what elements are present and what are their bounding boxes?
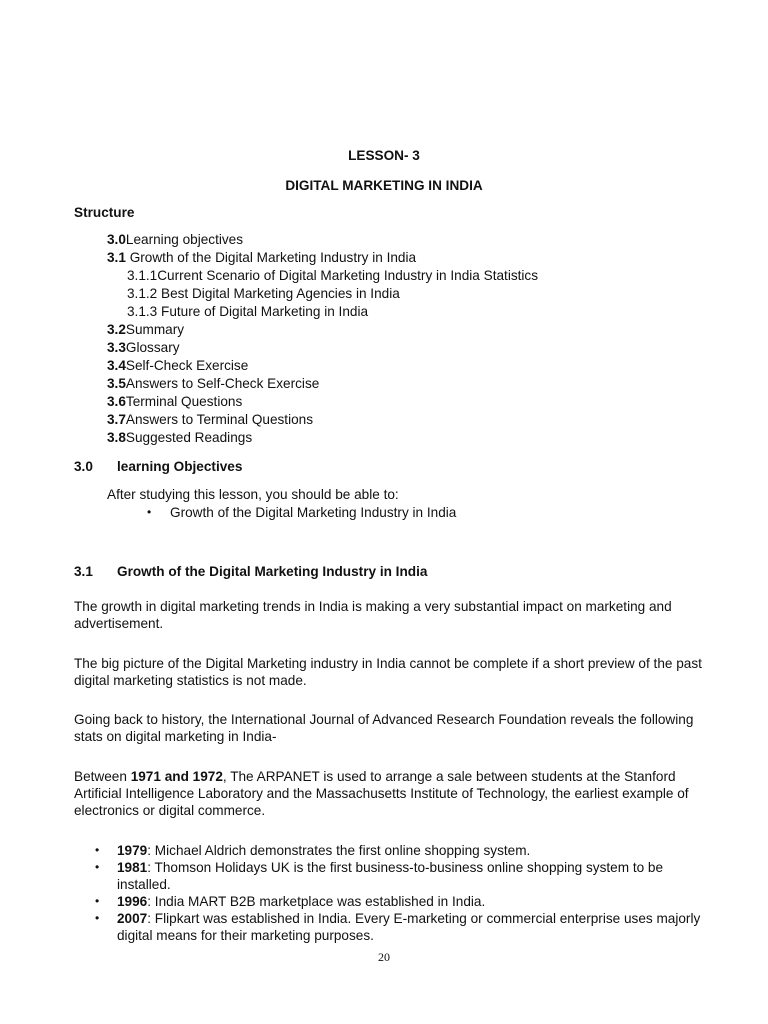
section-number: 3.0: [74, 459, 93, 474]
bullet-icon: •: [95, 911, 100, 925]
section-heading: learning Objectives: [117, 459, 243, 474]
structure-subitem: 3.1.3 Future of Digital Marketing in India: [127, 304, 369, 319]
objective-item: Growth of the Digital Marketing Industry in India: [170, 505, 457, 520]
structure-subitem: 3.1.1Current Scenario of Digital Marketing Industry in India Statistics: [127, 268, 539, 283]
paragraph: Going back to history, the International Journal of Advanced Research Foundation reveals the following stats on digital marketing in India-: [74, 712, 694, 744]
bullet-icon: •: [95, 894, 100, 908]
paragraph: The growth in digital marketing trends in India is making a very substantial impact on marketing and advertisement.: [74, 599, 672, 631]
timeline-item: 1979: Michael Aldrich demonstrates the first online shopping system.: [117, 843, 531, 858]
structure-item: 3.7Answers to Terminal Questions: [107, 412, 314, 427]
structure-item: 3.0Learning objectives: [107, 232, 244, 247]
structure-item: 3.8Suggested Readings: [107, 430, 253, 445]
timeline-item: 1981: Thomson Holidays UK is the first business-to-business online shopping system to be installed.: [117, 860, 664, 892]
objectives-intro: After studying this lesson, you should be able to:: [107, 487, 399, 502]
timeline-item: 2007: Flipkart was established in India. Every E-marketing or commercial enterprise uses majorly digital means for their marketing purposes.: [117, 911, 701, 943]
paragraph: The big picture of the Digital Marketing industry in India cannot be complete if a short preview of the past digital marketing statistics is not made.: [74, 656, 702, 688]
timeline-item: 1996: India MART B2B marketplace was established in India.: [117, 894, 486, 909]
structure-item: 3.3Glossary: [107, 340, 180, 355]
structure-item: 3.1 Growth of the Digital Marketing Industry in India: [107, 250, 417, 265]
section-heading: Growth of the Digital Marketing Industry in India: [117, 564, 428, 579]
paragraph: Between 1971 and 1972, The ARPANET is used to arrange a sale between students at the Stanford Artificial Intelligence Laboratory and the Massachusetts Institute of Technology, the earliest example of electronics or digital commerce.: [74, 769, 689, 818]
structure-item: 3.6Terminal Questions: [107, 394, 243, 409]
lesson-title: DIGITAL MARKETING IN INDIA: [285, 178, 483, 193]
structure-item: 3.4Self-Check Exercise: [107, 358, 249, 373]
section-number: 3.1: [74, 564, 93, 579]
bullet-icon: •: [95, 860, 100, 874]
page-number: 20: [378, 950, 390, 964]
structure-item: 3.2Summary: [107, 322, 185, 337]
structure-heading: Structure: [74, 205, 135, 220]
bullet-icon: •: [147, 505, 152, 519]
bullet-icon: •: [95, 843, 100, 857]
structure-item: 3.5Answers to Self-Check Exercise: [107, 376, 320, 391]
structure-subitem: 3.1.2 Best Digital Marketing Agencies in India: [127, 286, 400, 301]
lesson-number: LESSON- 3: [348, 148, 420, 163]
